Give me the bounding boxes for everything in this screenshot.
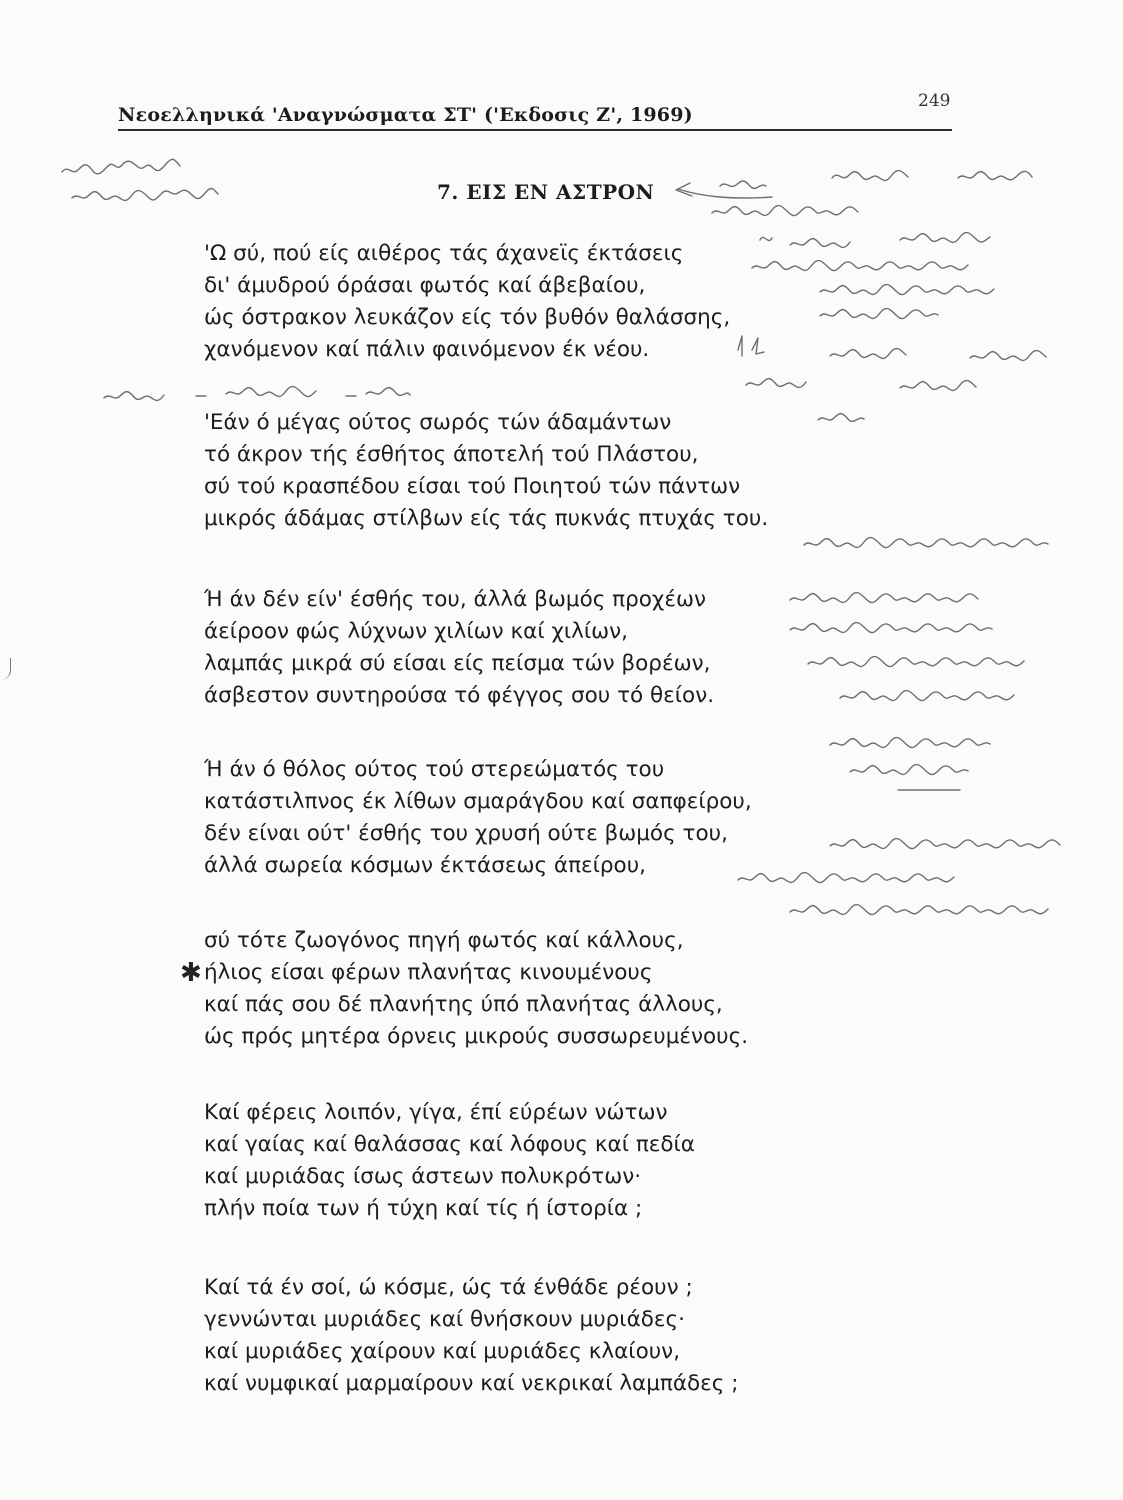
poem-line: Ή άν ό θόλος ούτος τού στερεώματός του [204, 757, 665, 782]
stanza-7 [204, 1272, 739, 1400]
poem-line: Ή άν δέν είν' έσθής του, άλλά βωμός προχέων [204, 587, 706, 612]
asterisk-mark: ✱ [180, 958, 202, 988]
handwritten-note-stanza-3 [790, 593, 1024, 701]
poem-line: χανόμενον καί πάλιν φαινόμενον έκ νέου. [204, 337, 650, 362]
stanza-6 [204, 1097, 695, 1225]
poem-line: σύ τότε ζωογόνος πηγή φωτός καί κάλλους, [204, 928, 684, 953]
poem-line: άλλά σωρεία κόσμων έκτάσεως άπείρου, [204, 853, 646, 878]
stanza-3 [204, 584, 714, 712]
stanza-2 [204, 407, 768, 535]
poem-line: άσβεστον συντηρούσα τό φέγγος σου τό θείον. [204, 683, 715, 708]
poem-line: Καί τά έν σοί, ώ κόσμε, ώς τά ένθάδε ρέουν ; [204, 1275, 693, 1300]
page-edge-mark [0, 658, 11, 680]
title-arrow [678, 189, 772, 198]
stanza-5 [204, 925, 748, 1053]
poem-title: 7. ΕΙΣ ΕΝ ΑΣΤΡΟΝ [437, 180, 655, 204]
poem-line: ήλιος είσαι φέρων πλανήτας κινουμένους [204, 960, 653, 985]
poem-line: λαμπάς μικρά σύ είσαι είς πείσμα τών βορέων, [204, 651, 711, 676]
poem-line: σύ τού κρασπέδου είσαι τού Ποιητού τών πάντων [204, 474, 741, 499]
running-header-title: Νεοελληνικά 'Αναγνώσματα ΣΤ' ('Εκδοσις Ζ', 1969) [118, 104, 693, 126]
poem-line: δι' άμυδρού όράσαι φωτός καί άβεβαίου, [204, 273, 646, 298]
poem-line: ώς πρός μητέρα όρνεις μικρούς συσσωρευμένους. [204, 1024, 749, 1049]
poem-line: καί νυμφικαί μαρμαίρουν καί νεκρικαί λαμπάδες ; [204, 1371, 739, 1396]
poem-line: άείροον φώς λύχνων χιλίων καί χιλίων, [204, 619, 628, 644]
poem-line: καί γαίας καί θαλάσσας καί λόφους καί πεδία [204, 1132, 695, 1157]
stanza-4 [204, 754, 752, 882]
poem-line: ώς όστρακον λευκάζον είς τόν βυθόν θαλάσσης, [204, 305, 731, 330]
header-rule [118, 129, 952, 131]
poem-line: καί μυριάδες χαίρουν καί μυριάδες κλαίουν, [204, 1339, 681, 1364]
poem-line: 'Εάν ό μέγας ούτος σωρός τών άδαμάντων [204, 410, 672, 435]
handwritten-note-left-margin [104, 387, 410, 401]
poem-line: γεννώνται μυριάδες καί θνήσκουν μυριάδες· [204, 1307, 685, 1332]
handwritten-note-top-left [62, 159, 218, 200]
page-number: 249 [918, 91, 951, 111]
poem-line: Καί φέρεις λοιπόν, γίγα, έπί εύρέων νώτων [204, 1100, 668, 1125]
poem-line: μικρός άδάμας στίλβων είς τάς πυκνάς πτυχάς του. [204, 506, 769, 531]
poem-line: καί πάς σου δέ πλανήτης ύπό πλανήτας άλλους, [204, 992, 723, 1017]
handwritten-note-stanza-1 [752, 233, 994, 319]
poem-line: δέν είναι ούτ' έσθής του χρυσή ούτε βωμός του, [204, 821, 728, 846]
poem-line: 'Ω σύ, πού είς αιθέρος τάς άχανεϊς έκτάσεις [204, 241, 684, 266]
poem-line: τό άκρον τής έσθήτος άποτελή τού Πλάστου, [204, 442, 699, 467]
poem-line: καί μυριάδας ίσως άστεων πολυκρότων· [204, 1164, 642, 1189]
stanza-1 [204, 238, 730, 366]
handwritten-note-counts [738, 336, 1046, 421]
handwritten-note-stanza-2 [804, 538, 1048, 548]
handwritten-note-stanza-4 [738, 738, 1060, 915]
handwritten-note-title [712, 171, 1032, 216]
poem-line: κατάστιλπνος έκ λίθων σμαράγδου καί σαπφείρου, [204, 789, 752, 814]
poem-line: πλήν ποία των ή τύχη καί τίς ή ίστορία ; [204, 1196, 643, 1221]
